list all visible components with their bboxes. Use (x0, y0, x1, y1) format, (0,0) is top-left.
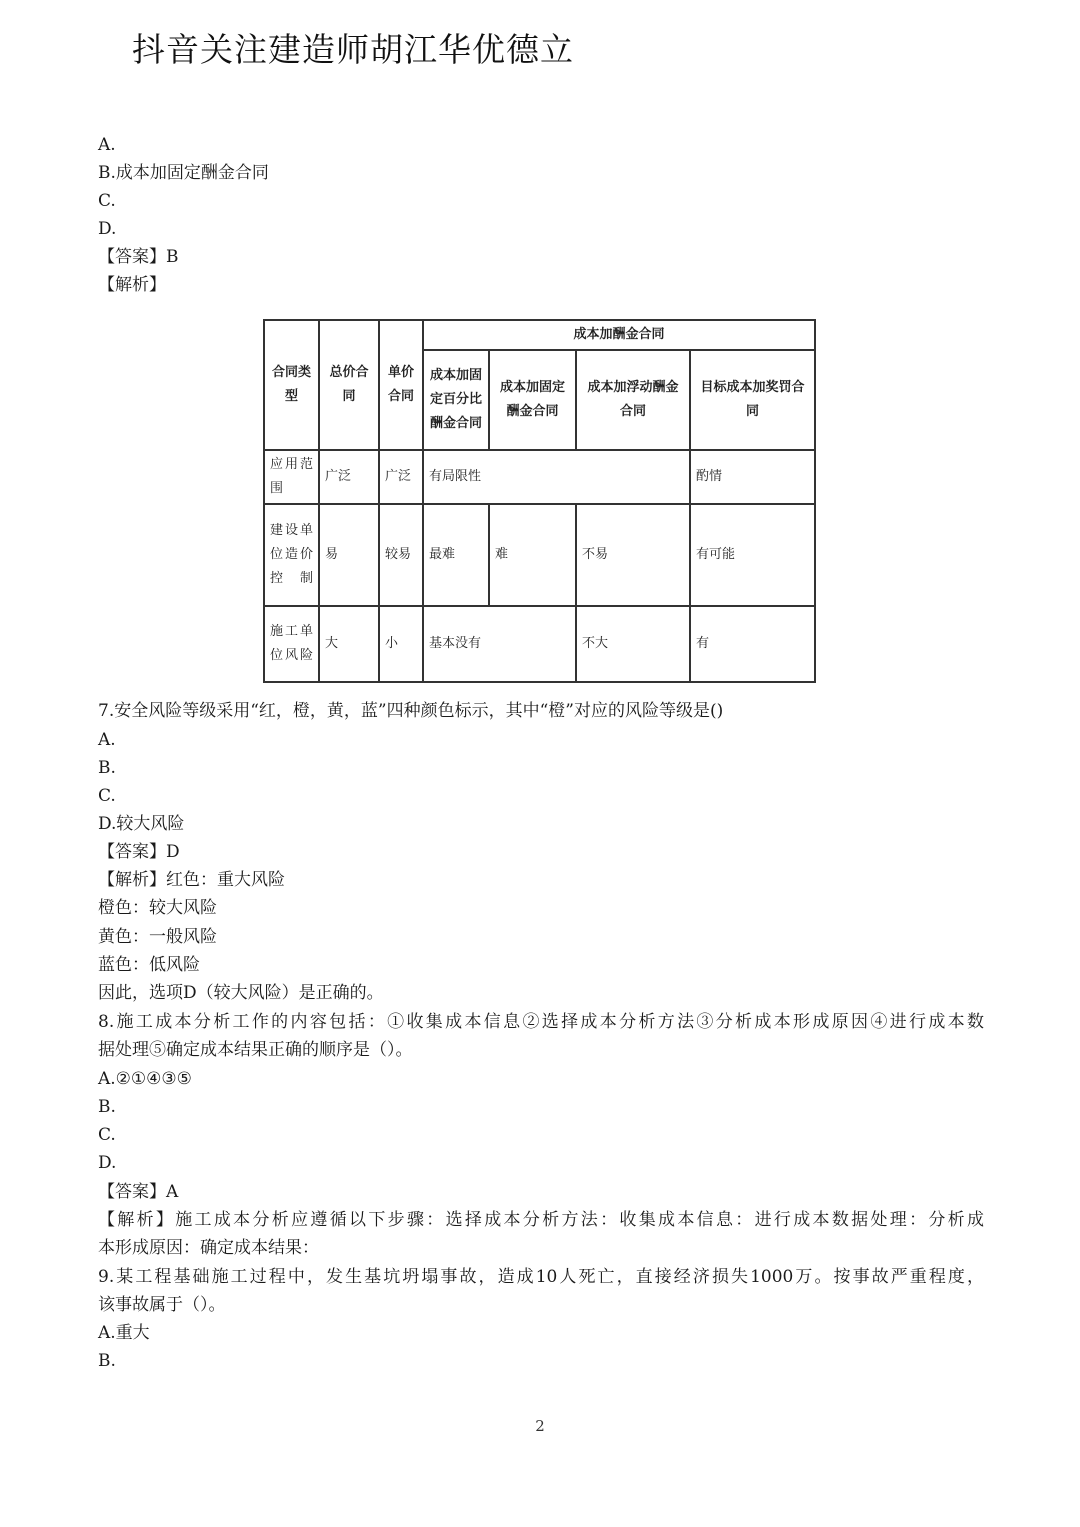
q6-option-b: B.成本加固定酬金合同 (98, 163, 269, 183)
table-cell: 最难 (423, 504, 489, 606)
q7-option-c: C. (98, 786, 116, 806)
q6-answer: 【答案】B (98, 247, 179, 267)
table-row (264, 504, 815, 606)
q6-option-a: A. (98, 135, 116, 155)
q8-option-c: C. (98, 1125, 116, 1145)
q8-option-b: B. (98, 1097, 116, 1117)
q7-option-a: A. (98, 730, 116, 750)
q8-analysis-line1: 【解析】施工成本分析应遵循以下步骤：选择成本分析方法：收集成本信息：进行成本数据处理：分析成 (98, 1210, 984, 1230)
table-cell: 广泛 (379, 450, 423, 504)
q7-option-b: B. (98, 758, 116, 778)
q6-analysis-label: 【解析】 (98, 275, 166, 295)
table-cell: 不大 (576, 606, 690, 682)
header-target-cost: 目标成本加奖罚合同 (690, 350, 815, 450)
header-cost-plus-fixed: 成本加固定酬金合同 (489, 350, 576, 450)
q8-analysis-line2: 本形成原因：确定成本结果： (98, 1238, 319, 1258)
q9-question-line1: 9.某工程基础施工过程中，发生基坑坍塌事故，造成10人死亡，直接经济损失1000万。按事故严重程度， (98, 1267, 984, 1287)
q7-answer: 【答案】D (98, 842, 180, 862)
table-cell: 广泛 (319, 450, 379, 504)
header-cost-plus-floating: 成本加浮动酬金合同 (576, 350, 690, 450)
q7-question: 7.安全风险等级采用“红，橙，黄，蓝”四种颜色标示，其中“橙”对应的风险等级是() (98, 701, 724, 721)
q7-option-d: D.较大风险 (98, 814, 185, 834)
page-header-title: 抖音关注建造师胡江华优德立 (132, 30, 574, 69)
header-total-price: 总价合同 (319, 320, 379, 450)
table-cell: 难 (489, 504, 576, 606)
contract-comparison-table (263, 319, 814, 676)
q9-option-b: B. (98, 1351, 116, 1371)
q6-option-c: C. (98, 191, 116, 211)
q7-analysis-line: 蓝色：低风险 (98, 955, 200, 975)
contract-table (263, 319, 816, 683)
header-unit-price: 单价合同 (379, 320, 423, 450)
table-cell: 有 (690, 606, 815, 682)
table-row (264, 606, 815, 682)
q7-analysis-line: 黄色：一般风险 (98, 927, 217, 947)
q8-question-line2: 据处理⑤确定成本结果正确的顺序是（）。 (98, 1040, 413, 1060)
header-cost-plus-percentage: 成本加固定百分比酬金合同 (423, 350, 489, 450)
table-cell: 易 (319, 504, 379, 606)
q8-question-line1: 8.施工成本分析工作的内容包括：①收集成本信息②选择成本分析方法③分析成本形成原因④进行成本数 (98, 1012, 984, 1032)
header-cost-plus: 成本加酬金合同 (423, 320, 815, 350)
table-cell: 有局限性 (423, 450, 690, 504)
page-number: 2 (535, 1417, 545, 1435)
table-cell: 小 (379, 606, 423, 682)
table-cell: 有可能 (690, 504, 815, 606)
q8-option-d: D. (98, 1153, 117, 1173)
q6-option-d: D. (98, 219, 117, 239)
header-contract-type: 合同类型 (264, 320, 319, 450)
q8-answer: 【答案】A (98, 1182, 179, 1202)
table-row (264, 450, 815, 504)
row-label-scope: 应用范围 (264, 450, 319, 504)
table-cell: 较易 (379, 504, 423, 606)
table-cell: 大 (319, 606, 379, 682)
q9-option-a: A.重大 (98, 1323, 150, 1343)
row-label-cost-control: 建设单位造价控制 (264, 504, 319, 606)
row-label-contractor-risk: 施工单位风险 (264, 606, 319, 682)
table-cell: 基本没有 (423, 606, 576, 682)
q8-option-a: A.②①④③⑤ (98, 1069, 192, 1089)
q7-analysis-line: 因此，选项D（较大风险）是正确的。 (98, 983, 384, 1003)
table-cell: 不易 (576, 504, 690, 606)
q9-question-line2: 该事故属于（）。 (98, 1295, 226, 1315)
q7-analysis-line: 橙色：较大风险 (98, 898, 217, 918)
q7-analysis-line: 【解析】红色：重大风险 (98, 870, 285, 890)
table-cell: 酌情 (690, 450, 815, 504)
